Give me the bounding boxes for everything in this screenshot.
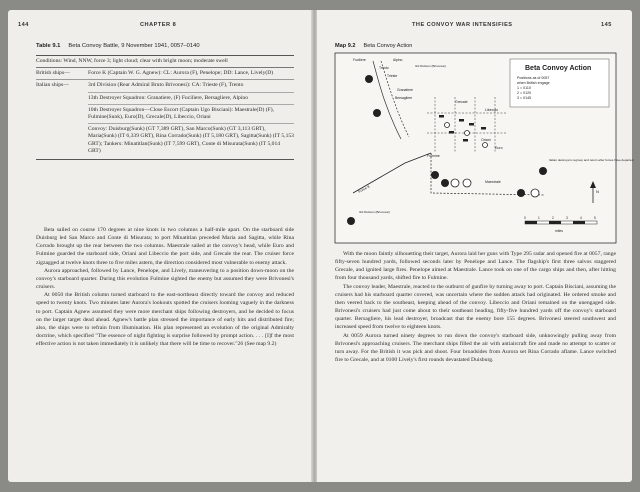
svg-text:5: 5 <box>594 216 596 220</box>
svg-text:1: 1 <box>538 216 540 220</box>
paragraph: The convoy leader, Maestrale, reacted to the outburst of gunfire by turning away to port. Captain Bisciani, assuming the cruisers had his starboard quarter covered, was uncertain where the sudden attack had originated. He ordered smoke and then veered back to the southeast, keeping ahead of the convoy. Libeccio and Oriani remained on the unengaged side. Brivonesi's cruisers had just come about to their southeast heading, fifty-five hundred yards off the convoy's starboard quarter. Bersagliere, his lead destroyer, broadcast that the enemy bore 155 degrees. Brivonesi steered southwest and increased speed from twelve to eighteen knots. <box>335 283 617 331</box>
map-label: Euro <box>495 146 503 150</box>
table-number: Table 9.1 <box>36 43 61 49</box>
map-label: Italian destroyers regroup and return after forces have departed <box>549 158 634 162</box>
map-number: Map 9.2 <box>335 43 356 49</box>
battle-table <box>36 55 294 160</box>
table-title <box>36 43 200 49</box>
table-caption: Beta Convoy Battle, 9 November 1941, 0057–0140 <box>68 43 200 49</box>
map-label: Granatiere <box>397 88 414 92</box>
marker-icon <box>539 167 547 175</box>
map-legend-line: Positions as of 0057 <box>517 76 550 80</box>
right-body-text <box>335 250 616 364</box>
map-label: Trento <box>379 66 389 70</box>
british-label: British ships— <box>36 70 70 77</box>
right-running-head: THE CONVOY WAR INTENSIFIES <box>412 22 513 28</box>
map-label: Grecale <box>455 100 468 104</box>
map-legend-line: when British engage <box>517 81 550 85</box>
map-label: 3rd Division (Brivonesi) <box>415 64 446 68</box>
map-legend-line: 2 = 0120 <box>517 91 532 95</box>
british-value: Force K (Captain W. G. Agnew): CL: Aurora (F), Penelope; DD: Lance, Lively(D) <box>88 70 274 77</box>
paragraph: Beta sailed on course 170 degrees at nine knots in two columns a half-mile apart. On the starboard side Duisburg led San Marco and Conte di Misurata; to port Minatitlan preceded Maria and Sagitta, while Rina Corrado brought up the rear between the two columns. Maestrale sailed at the convoy's head, while Euro and Fulmine guarded the starboard side, Oriani and Libeccio the port side, and Grecale the rear. The cruiser force zigzagged at twelve knots three to five miles astern, the direction considered most vulnerable to enemy attack. <box>36 227 294 266</box>
italian-row: 13th Destroyer Squadron: Granatiere, (F) Fuciliere, Bersagliere, Alpino <box>88 92 294 104</box>
marker-icon <box>365 75 373 83</box>
italian-row: 3rd Division (Rear Admiral Bruto Brivonesi): CA: Trieste (F), Trento <box>88 82 244 89</box>
map-label: Fulmine <box>427 154 440 158</box>
map-title <box>335 43 412 49</box>
map-label: Trieste <box>387 74 398 78</box>
paragraph: At 0050 the British column turned starboard to the east-northeast directly toward the convoy and reduced speed to twenty knots. Two minutes later Aurora's lookouts spotted the cruisers looming vaguely in the darkness to port. Captain Agnew assumed they were more merchant ships following destroyers, and he decided to focus on the larger target dead ahead. Agnew's battle plan stressed the importance of early hits and distributed fire; also, the ships were to refrain from illumination. His plan represented an evolution of the original Admiralty doctrine, which specified "The essence of night fighting is surprise followed by prompt action. . . . [I]f the most effective action is not taken immediately it is unlikely that there will be time to recover."26 (See map 9.2) <box>36 292 294 348</box>
map-panel-title: Beta Convoy Action <box>525 65 592 72</box>
paragraph: Aurora approached, followed by Lance, Penelope, and Lively, maneuvering to a position down-moon on the convoy's starboard quarter. During this evolution Fulmine sighted the enemy but assumed they were Brivonesi's cruisers. <box>36 267 294 291</box>
map-label: Alpino <box>393 58 403 62</box>
svg-text:2: 2 <box>552 216 554 220</box>
map-label: Fuciliere <box>353 58 366 62</box>
marker-icon <box>347 217 355 225</box>
paragraph: At 0059 Aurora turned ninety degrees to run down the convoy's starboard side, unknowingly pulling away from Brivonesi's approaching cruisers. The merchant ships filled the air with antiaircraft fire and made no attempt to scatter or turn away. For the British it was pick and shoot. Four broadsides from Aurora set Rina Corrado aflame. Lance switched fire to Grecale, and at 0100 Lively's first rounds devastated Duisburg. <box>335 332 616 364</box>
svg-text:3: 3 <box>566 216 568 220</box>
beta-convoy-map <box>335 53 634 243</box>
table-conditions: Conditions: Wind, NNW, force 3; light cloud; clear with bright moon; moderate swell <box>36 56 294 68</box>
map-label: Bersagliere <box>395 96 413 100</box>
map-label: Oriani <box>481 138 491 142</box>
paragraph: With the moon faintly silhouetting their target, Aurora laid her guns with Type 295 radar and opened fire at 0057, range fifty-seven hundred yards, followed seconds later by Penelope and Lance. The flagship's first three salvos staggered Grecale, and ignited large fires. Penelope aimed at Maestrale. Lance took on one of the cargo ships and then, after hitting from four thousand yards, shifted fire to Fulmine. <box>335 251 616 282</box>
table-row-italian <box>36 80 294 91</box>
italian-row: 10th Destroyer Squadron—Close Escort (Captain Ugo Bisciani): Maestrale(D) (F), Fulmine(Sunk), Euro(D), Grecale(D), Libeccio, Oriani <box>88 104 294 123</box>
marker-icon <box>373 109 381 117</box>
scale-unit: miles <box>555 229 563 233</box>
italian-row: Convoy: Duisburg(Sunk) (GT 7,389 GRT), San Marco(Sunk) (GT 3,113 GRT), Maria(Sunk) (IT 6,339 GRT), Rina Corrado(Sunk) (IT 5,180 GRT), Sagitta(Sunk) (IT 5,153 GRT); Tankers: Minatitlan(Sunk) (IT 7,599 GRT), Conte di Misurata(Sunk) (IT 5,014 GRT) <box>88 123 294 157</box>
map-legend-line: 3 = 0145 <box>517 96 532 100</box>
map-legend-line: 1 = 0110 <box>517 86 531 90</box>
right-page <box>317 10 632 482</box>
right-page-number: 145 <box>601 22 612 28</box>
svg-text:4: 4 <box>580 216 582 220</box>
table-row-british <box>36 68 294 80</box>
scale-bar <box>525 221 597 224</box>
svg-text:0: 0 <box>524 216 526 220</box>
map-caption: Beta Convoy Action <box>363 43 413 49</box>
left-page <box>8 10 313 482</box>
north-label: N <box>596 189 599 194</box>
map-label: Force K <box>357 184 371 194</box>
left-page-number: 144 <box>18 22 29 28</box>
map-label: 3rd Division (Brivonesi) <box>359 210 390 214</box>
map-label: Libeccio <box>485 108 499 112</box>
italian-label: Italian ships— <box>36 82 69 89</box>
map-label: Maestrale <box>485 180 501 184</box>
left-running-head: CHAPTER 8 <box>140 22 177 28</box>
left-body-text <box>36 226 294 348</box>
